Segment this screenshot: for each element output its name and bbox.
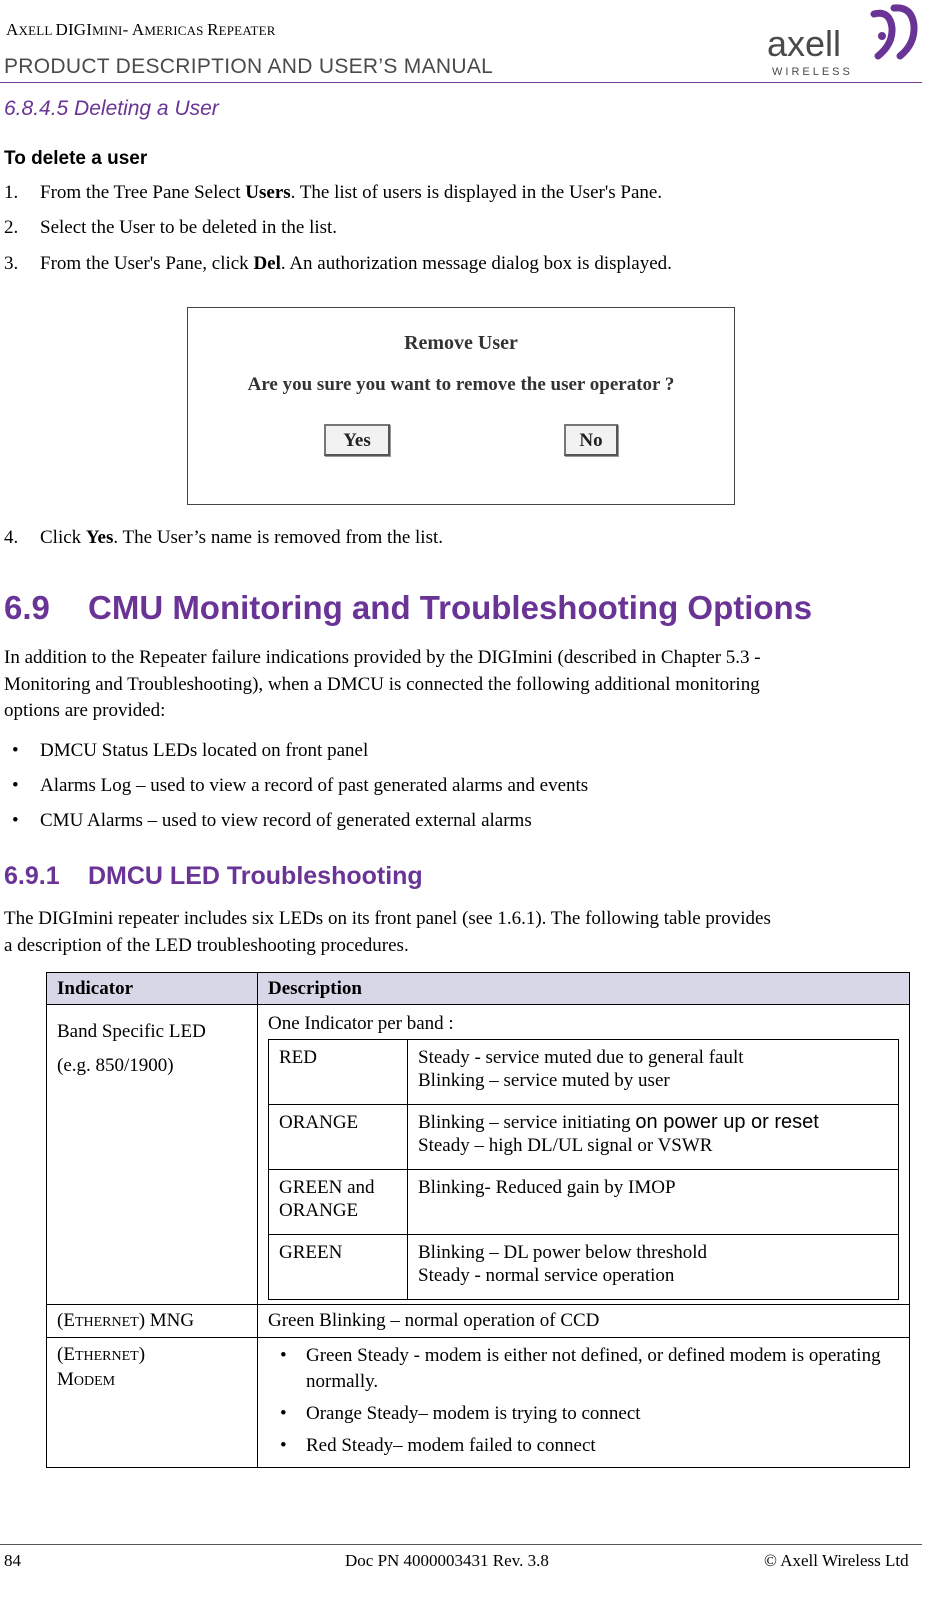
table-row [269,1170,899,1235]
procedure-subheading: To delete a user [4,148,148,169]
table-row [269,1235,899,1300]
table-row [269,1105,899,1170]
axell-wireless-logo [767,0,932,80]
step-4: 4. Click Yes. The User’s name is removed from the list. [4,527,443,548]
list-item: • Red Steady– modem failed to connect [280,1433,899,1459]
no-button[interactable]: No [564,424,618,456]
list-item: • DMCU Status LEDs located on front panel [12,740,369,761]
led-color-table [268,1039,899,1300]
logo-subtitle: WIRELESS [772,66,853,78]
copyright: © Axell Wireless Ltd [764,1551,909,1570]
table-row [47,1005,910,1305]
remove-user-dialog [187,307,735,505]
dialog-title: Remove User [404,332,518,354]
led-color: RED [269,1040,408,1105]
description-cell [258,1338,910,1468]
section-heading-6845: 6.8.4.5 Deleting a User [4,97,219,120]
table-row [47,1338,910,1468]
header-rule [0,82,922,83]
column-header-description: Description [258,973,910,1005]
table-header-row [47,973,910,1005]
indicator-cell: (ETHERNET) MNG [47,1305,258,1338]
led-behavior: Steady - service muted due to general fault Blinking – service muted by user [408,1040,899,1105]
yes-button[interactable]: Yes [324,424,390,456]
table-row [47,1305,910,1338]
dialog-message: Are you sure you want to remove the user operator ? [247,374,675,395]
header-product-line: AXELL DIGIMINI- AMERICAS REPEATER [6,20,276,39]
section-heading-691: 6.9.1 DMCU LED Troubleshooting [4,862,423,890]
led-behavior: Blinking – service initiating on power up or reset Steady – high DL/UL signal or VSWR [408,1105,899,1170]
led-color: GREEN and ORANGE [269,1170,408,1235]
list-item: • Orange Steady– modem is trying to connect [280,1401,899,1427]
list-item: • Green Steady - modem is either not defined, or defined modem is operating normally. [280,1343,899,1395]
step-1: 1. From the Tree Pane Select Users. The list of users is displayed in the User's Pane. [4,182,663,203]
led-color: GREEN [269,1235,408,1300]
logo-wordmark: axell [767,23,842,64]
step-3: 3. From the User's Pane, click Del. An authorization message dialog box is displayed. [4,253,672,274]
list-item: • Alarms Log – used to view a record of past generated alarms and events [12,775,589,796]
column-header-indicator: Indicator [47,973,258,1005]
document-number: Doc PN 4000003431 Rev. 3.8 [345,1551,549,1570]
step-2: 2. Select the User to be deleted in the list. [4,217,338,238]
header-manual-title: PRODUCT DESCRIPTION AND USER’S MANUAL [4,55,494,78]
led-color: ORANGE [269,1105,408,1170]
led-behavior: Blinking- Reduced gain by IMOP [408,1170,899,1235]
section-69-intro: In addition to the Repeater failure indications provided by the DIGImini (described in Chapter 5.3 - Monitoring and Troubleshooting), when a DMCU is connected the following additional monitoring options are provided: [4,647,761,721]
description-cell: Green Blinking – normal operation of CCD [258,1305,910,1338]
table-row [269,1040,899,1105]
indicator-cell: (ETHERNET) MODEM [47,1338,258,1468]
section-heading-69: 6.9 CMU Monitoring and Troubleshooting Options [4,589,813,626]
led-troubleshooting-table [46,972,910,1468]
led-behavior: Blinking – DL power below threshold Steady - normal service operation [408,1235,899,1300]
description-cell: One Indicator per band : RED Steady - service muted due to general fault Blinking – service muted by user ORANGE Blinking – service initiating on power up or reset Steady – high DL/UL signal or VSWR GREEN and ORANGE Blinking- Reduced gain by IMOP GREEN Blinking – DL power below threshold Steady - normal service operation [258,1005,910,1305]
indicator-cell: Band Specific LED (e.g. 850/1900) [47,1005,258,1305]
list-item: • CMU Alarms – used to view record of generated external alarms [12,810,532,831]
section-691-intro: The DIGImini repeater includes six LEDs on its front panel (see 1.6.1). The following table provides a description of the LED troubleshooting procedures. [4,908,771,956]
page-number: 84 [4,1551,21,1570]
footer-rule [0,1544,922,1545]
